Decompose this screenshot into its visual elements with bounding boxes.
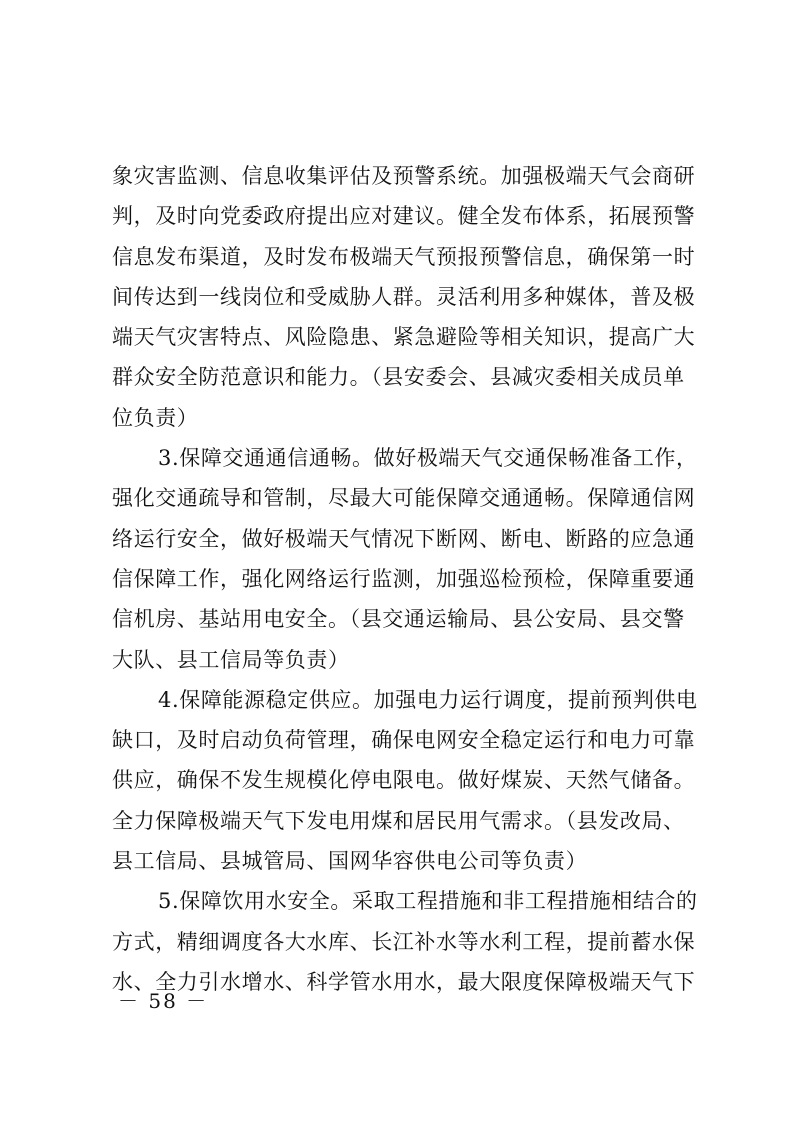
text-line: 缺口，及时启动负荷管理，确保电网安全稳定运行和电力可靠 (112, 728, 696, 753)
document-body (112, 156, 697, 1002)
text-line: 强化交通疏导和管制，尽最大可能保障交通通畅。保障通信网 (112, 486, 696, 511)
text-line: 方式，精细调度各大水库、长江补水等水利工程，提前蓄水保 (112, 929, 696, 954)
text-line: 信机房、基站用电安全。（县交通运输局、县公安局、县交警 (112, 607, 685, 632)
text-line: 水、全力引水增水、科学管水用水，最大限度保障极端天气下 (112, 969, 696, 994)
text-line: 间传达到一线岗位和受威胁人群。灵活利用多种媒体，普及极 (112, 284, 696, 309)
text-line: 络运行安全，做好极端天气情况下断网、断电、断路的应急通 (112, 526, 696, 551)
paragraph-heading-3: 3.保障交通通信通畅。做好极端天气交通保畅准备工作， (158, 446, 698, 471)
text-line: 端天气灾害特点、风险隐患、紧急避险等相关知识，提高广大 (112, 325, 696, 350)
text-line: 供应，确保不发生规模化停电限电。做好煤炭、天然气储备。 (112, 768, 696, 793)
paragraph-heading-5: 5.保障饮用水安全。采取工程措施和非工程措施相结合的 (158, 889, 698, 914)
page-number: － 58 － (118, 989, 209, 1013)
text-line: 大队、县工信局等负责） (112, 647, 350, 672)
text-line: 象灾害监测、信息收集评估及预警系统。加强极端天气会商研 (112, 164, 696, 188)
paragraph-heading-4: 4.保障能源稳定供应。加强电力运行调度，提前预判供电 (158, 687, 698, 712)
text-line: 县工信局、县城管局、国网华容供电公司等负责） (112, 849, 588, 874)
text-line: 信息发布渠道，及时发布极端天气预报预警信息，确保第一时 (112, 244, 696, 269)
text-line: 全力保障极端天气下发电用煤和居民用气需求。（县发改局、 (112, 808, 685, 833)
text-line: 判，及时向党委政府提出应对建议。健全发布体系，拓展预警 (112, 204, 696, 229)
text-line: 群众安全防范意识和能力。（县安委会、县减灾委相关成员单 (112, 365, 685, 390)
text-line: 位负责） (112, 405, 199, 430)
text-line: 信保障工作，强化网络运行监测，加强巡检预检，保障重要通 (112, 566, 696, 591)
